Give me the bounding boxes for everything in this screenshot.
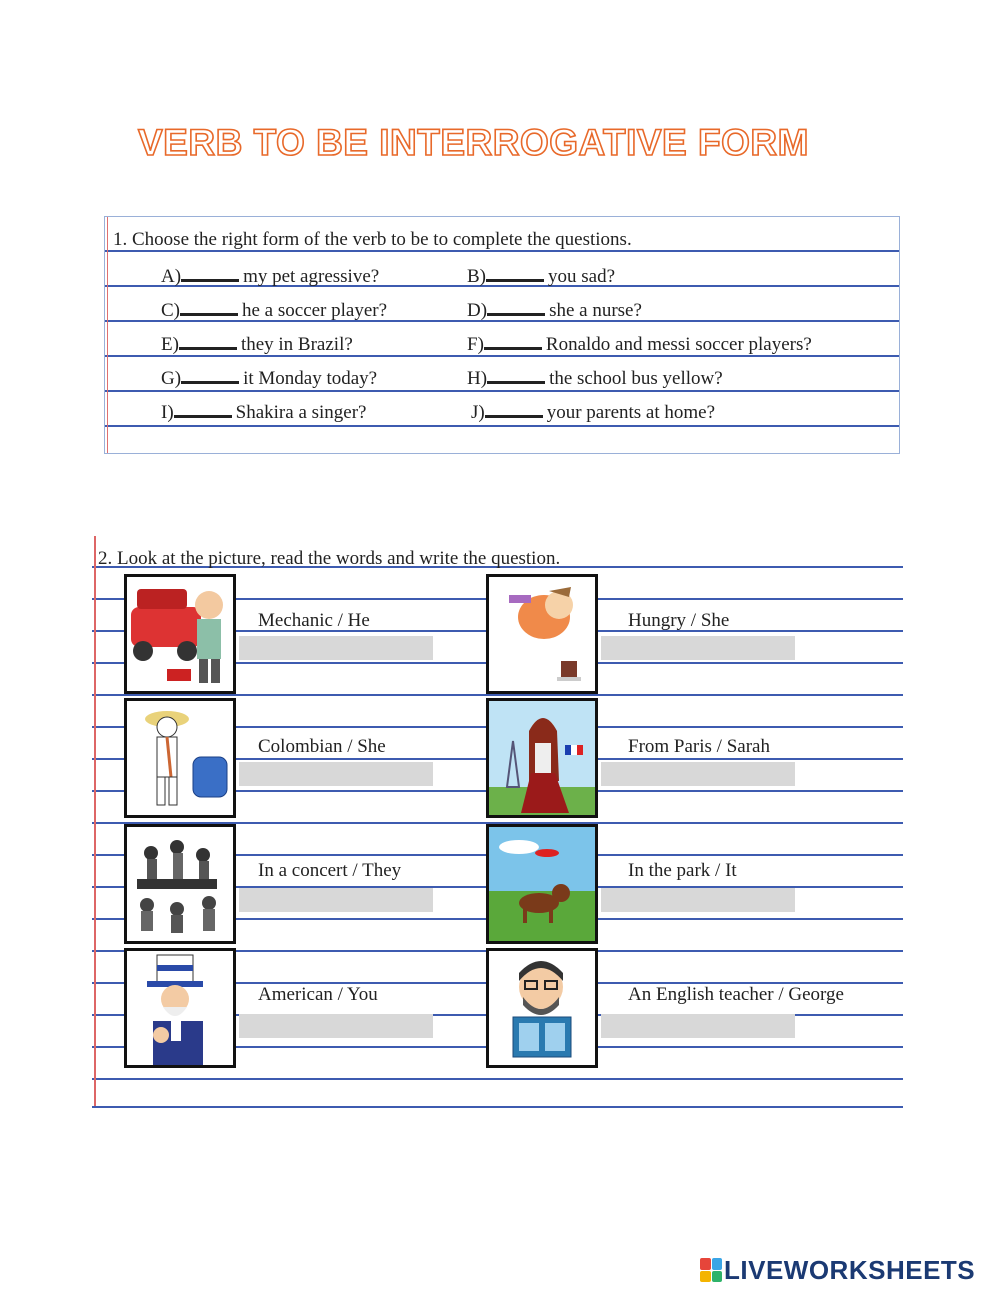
exercise-1-heading: 1. Choose the right form of the verb to be to complete the questions.: [113, 229, 632, 250]
hungry-girl-picture: [486, 574, 598, 694]
question-i: I) Shakira a singer?: [161, 399, 367, 424]
clue-1: Mechanic / He: [258, 610, 370, 631]
colombian-girl-picture: [124, 698, 236, 818]
paris-girl-picture: [486, 698, 598, 818]
clue-4: From Paris / Sarah: [628, 736, 770, 757]
answer-input-4[interactable]: [601, 762, 795, 786]
exercise-2: [92, 536, 903, 1108]
concert-picture: [124, 824, 236, 944]
answer-input-6[interactable]: [601, 888, 795, 912]
dog-park-picture: [486, 824, 598, 944]
answer-input-8[interactable]: [601, 1014, 795, 1038]
exercise-2-heading: 2. Look at the picture, read the words and write the question.: [98, 548, 561, 569]
answer-input-5[interactable]: [239, 888, 433, 912]
answer-blank[interactable]: [174, 399, 232, 418]
clue-2: Hungry / She: [628, 610, 730, 631]
answer-blank[interactable]: [487, 297, 545, 316]
question-j: J) your parents at home?: [471, 399, 715, 424]
clue-3: Colombian / She: [258, 736, 386, 757]
answer-blank[interactable]: [179, 331, 237, 350]
answer-blank[interactable]: [180, 297, 238, 316]
clue-6: In the park / It: [628, 860, 737, 881]
answer-blank[interactable]: [486, 263, 544, 282]
brand-badge-icon: [700, 1258, 722, 1282]
teacher-picture: [486, 948, 598, 1068]
clue-7: American / You: [258, 984, 378, 1005]
answer-blank[interactable]: [485, 399, 543, 418]
mechanic-picture: [124, 574, 236, 694]
answer-blank[interactable]: [181, 263, 239, 282]
question-b: B) you sad?: [467, 263, 615, 288]
answer-blank[interactable]: [484, 331, 542, 350]
question-e: E) they in Brazil?: [161, 331, 353, 356]
exercise-1: [104, 216, 900, 454]
margin-line: [94, 536, 96, 1106]
answer-input-7[interactable]: [239, 1014, 433, 1038]
question-c: C) he a soccer player?: [161, 297, 387, 322]
answer-blank[interactable]: [487, 365, 545, 384]
clue-5: In a concert / They: [258, 860, 402, 881]
uncle-sam-picture: [124, 948, 236, 1068]
question-h: H) the school bus yellow?: [467, 365, 723, 390]
clue-8: An English teacher / George: [628, 984, 844, 1005]
answer-input-2[interactable]: [601, 636, 795, 660]
answer-input-1[interactable]: [239, 636, 433, 660]
question-f: F) Ronaldo and messi soccer players?: [467, 331, 812, 356]
liveworksheets-logo: [700, 1255, 975, 1285]
question-a: A) my pet agressive?: [161, 263, 379, 288]
answer-blank[interactable]: [181, 365, 239, 384]
brand-name: LIVEWORKSHEETS: [724, 1254, 976, 1285]
margin-line: [107, 217, 108, 453]
question-d: D) she a nurse?: [467, 297, 642, 322]
page-title: VERB TO BE INTERROGATIVE FORM: [138, 122, 809, 163]
answer-input-3[interactable]: [239, 762, 433, 786]
question-g: G) it Monday today?: [161, 365, 377, 390]
